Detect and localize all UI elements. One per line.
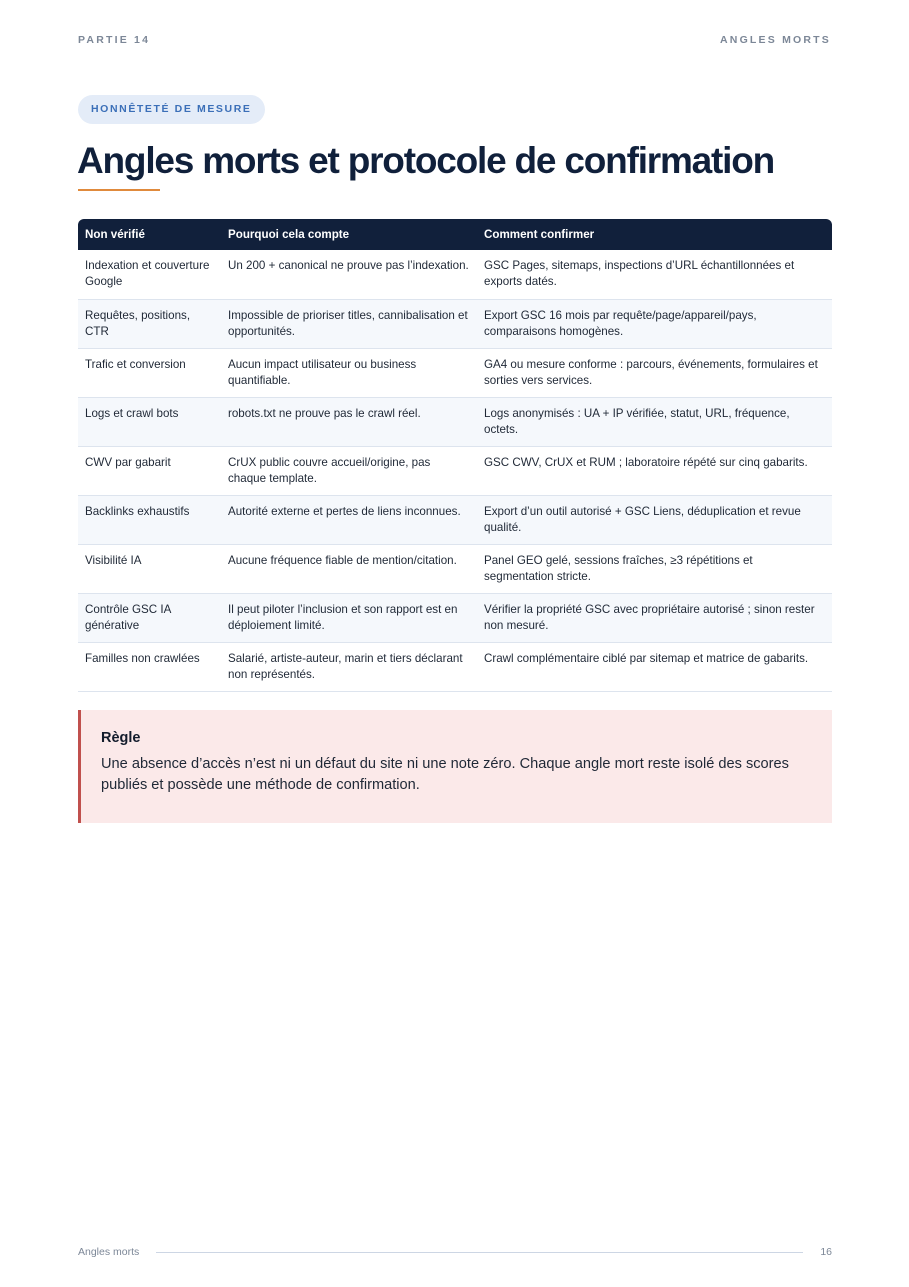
rule-callout-title: Règle xyxy=(101,730,141,746)
cell-why: robots.txt ne prouve pas le crawl réel. xyxy=(221,397,477,446)
blind-spots-table-container xyxy=(78,219,832,692)
table-header-row xyxy=(78,219,832,250)
table-row xyxy=(78,397,832,446)
cell-how: GSC Pages, sitemaps, inspections d’URL échantillonnées et exports datés. xyxy=(477,250,832,299)
cell-unverified: Trafic et conversion xyxy=(78,348,221,397)
cell-why: Salarié, artiste-auteur, marin et tiers déclarant non représentés. xyxy=(221,642,477,691)
title-underline xyxy=(78,189,160,191)
table-body xyxy=(78,250,832,691)
page-footer xyxy=(78,1245,832,1259)
cell-unverified: Logs et crawl bots xyxy=(78,397,221,446)
rule-callout-text: Une absence d’accès n’est ni un défaut du site ni une note zéro. Chaque angle mort reste isolé des scores publiés et possède une méthode de confirmation. xyxy=(101,756,789,793)
cell-how: GA4 ou mesure conforme : parcours, événements, formulaires et sorties vers services. xyxy=(477,348,832,397)
header-chapter-label: ANGLES MORTS xyxy=(720,34,831,46)
cell-why: Un 200 + canonical ne prouve pas l’indexation. xyxy=(221,250,477,299)
cell-how: Vérifier la propriété GSC avec propriétaire autorisé ; sinon rester non mesuré. xyxy=(477,593,832,642)
table-row xyxy=(78,348,832,397)
cell-how: Logs anonymisés : UA + IP vérifiée, statut, URL, fréquence, octets. xyxy=(477,397,832,446)
running-header xyxy=(78,34,831,48)
column-header-why: Pourquoi cela compte xyxy=(228,228,350,241)
cell-unverified: Familles non crawlées xyxy=(78,642,221,691)
cell-how: GSC CWV, CrUX et RUM ; laboratoire répété sur cinq gabarits. xyxy=(477,446,832,495)
page-number: 16 xyxy=(820,1246,832,1258)
cell-why: Il peut piloter l’inclusion et son rapport est en déploiement limité. xyxy=(221,593,477,642)
cell-unverified: Indexation et couverture Google xyxy=(78,250,221,299)
section-kicker-badge: HONNÊTETÉ DE MESURE xyxy=(78,95,265,124)
table-header xyxy=(78,219,832,250)
table-row xyxy=(78,446,832,495)
cell-how: Export GSC 16 mois par requête/page/appareil/pays, comparaisons homogènes. xyxy=(477,299,832,348)
footer-divider xyxy=(156,1252,803,1253)
cell-why: Aucune fréquence fiable de mention/citation. xyxy=(221,544,477,593)
header-section-label: PARTIE 14 xyxy=(78,34,151,46)
table-row xyxy=(78,299,832,348)
cell-unverified: CWV par gabarit xyxy=(78,446,221,495)
table-row xyxy=(78,642,832,691)
column-header-how: Comment confirmer xyxy=(484,228,595,241)
cell-unverified: Backlinks exhaustifs xyxy=(78,495,221,544)
blind-spots-table xyxy=(78,219,832,692)
cell-why: CrUX public couvre accueil/origine, pas chaque template. xyxy=(221,446,477,495)
cell-why: Autorité externe et pertes de liens inconnues. xyxy=(221,495,477,544)
table-row xyxy=(78,544,832,593)
cell-how: Crawl complémentaire ciblé par sitemap et matrice de gabarits. xyxy=(477,642,832,691)
cell-unverified: Visibilité IA xyxy=(78,544,221,593)
table-row xyxy=(78,495,832,544)
page-title: Angles morts et protocole de confirmation xyxy=(77,140,775,181)
cell-unverified: Contrôle GSC IA générative xyxy=(78,593,221,642)
footer-section-label: Angles morts xyxy=(78,1246,140,1258)
column-header-unverified: Non vérifié xyxy=(85,228,145,241)
rule-callout xyxy=(78,710,832,823)
table-row xyxy=(78,593,832,642)
cell-why: Impossible de prioriser titles, cannibalisation et opportunités. xyxy=(221,299,477,348)
cell-how: Panel GEO gelé, sessions fraîches, ≥3 répétitions et segmentation stricte. xyxy=(477,544,832,593)
cell-how: Export d’un outil autorisé + GSC Liens, déduplication et revue qualité. xyxy=(477,495,832,544)
cell-unverified: Requêtes, positions, CTR xyxy=(78,299,221,348)
cell-why: Aucun impact utilisateur ou business quantifiable. xyxy=(221,348,477,397)
table-row xyxy=(78,250,832,299)
